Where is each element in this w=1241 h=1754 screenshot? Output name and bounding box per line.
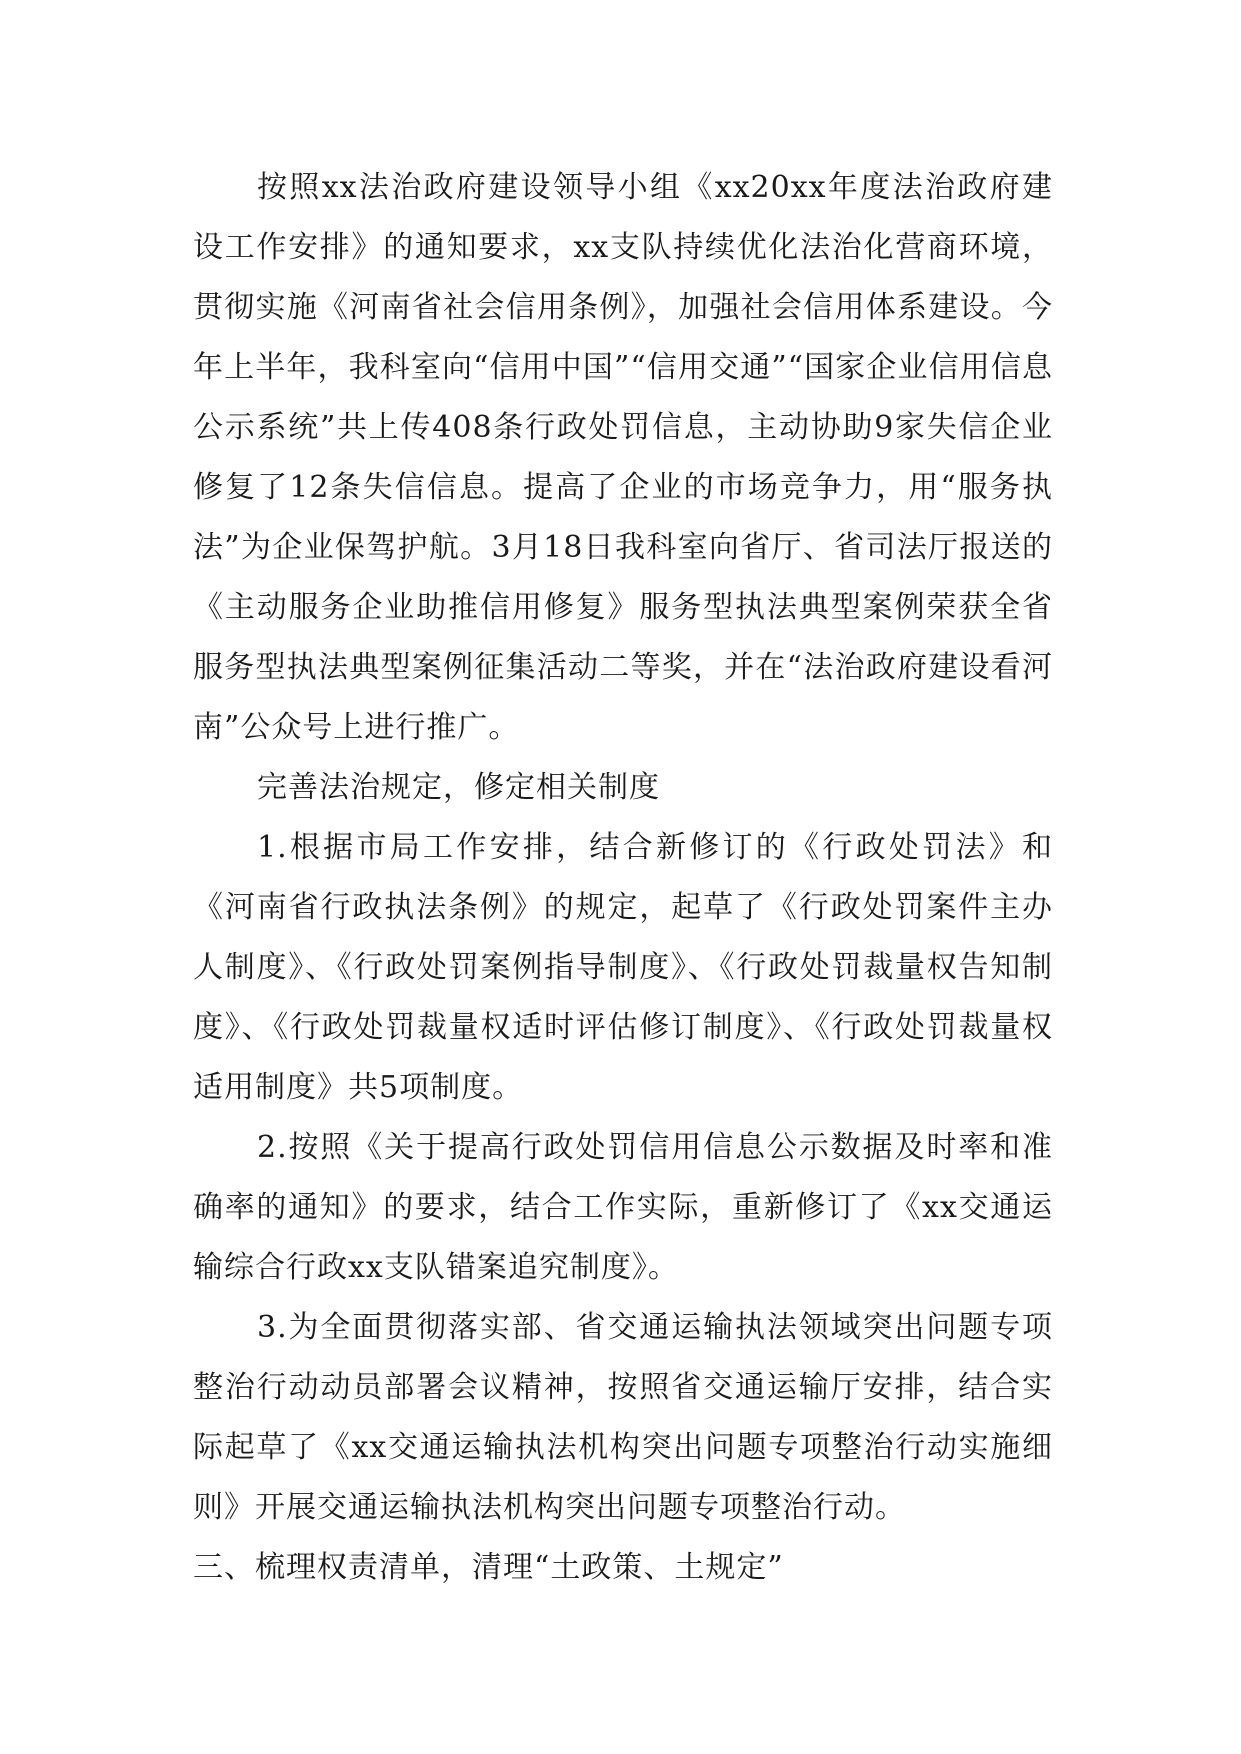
list-item-2: 2.按照《关于提高行政处罚信用信息公示数据及时率和准确率的通知》的要求，结合工作实际，重新修订了《xx交通运输综合行政xx支队错案追究制度》。	[193, 1130, 1053, 1285]
list-item-1: 1.根据市局工作安排，结合新修订的《行政处罚法》和《河南省行政执法条例》的规定，起草了《行政处罚案件主办人制度》、《行政处罚案例指导制度》、《行政处罚裁量权告知制度》、《行政处罚裁量权适时评估修订制度》、《行政处罚裁量权适用制度》共5项制度。	[193, 830, 1053, 1105]
section-heading-regulations: 完善法治规定，修定相关制度	[257, 770, 660, 805]
document-body	[193, 158, 1053, 1598]
list-item-3: 3.为全面贯彻落实部、省交通运输执法领域突出问题专项整治行动动员部署会议精神，按照省交通运输厅安排，结合实际起草了《xx交通运输执法机构突出问题专项整治行动实施细则》开展交通运输执法机构突出问题专项整治行动。	[193, 1310, 1053, 1525]
paragraph-credit-system: 按照xx法治政府建设领导小组《xx20xx年度法治政府建设工作安排》的通知要求，xx支队持续优化法治化营商环境，贯彻实施《河南省社会信用条例》，加强社会信用体系建设。今年上半年，我科室向“信用中国”“信用交通”“国家企业信用信息公示系统”共上传408条行政处罚信息，主动协助9家失信企业修复了12条失信信息。提高了企业的市场竞争力，用“服务执法”为企业保驾护航。3月18日我科室向省厅、省司法厅报送的《主动服务企业助推信用修复》服务型执法典型案例荣获全省服务型执法典型案例征集活动二等奖，并在“法治政府建设看河南”公众号上进行推广。	[193, 170, 1053, 745]
section-heading-three: 三、梳理权责清单，清理“土政策、土规定”	[193, 1550, 784, 1585]
